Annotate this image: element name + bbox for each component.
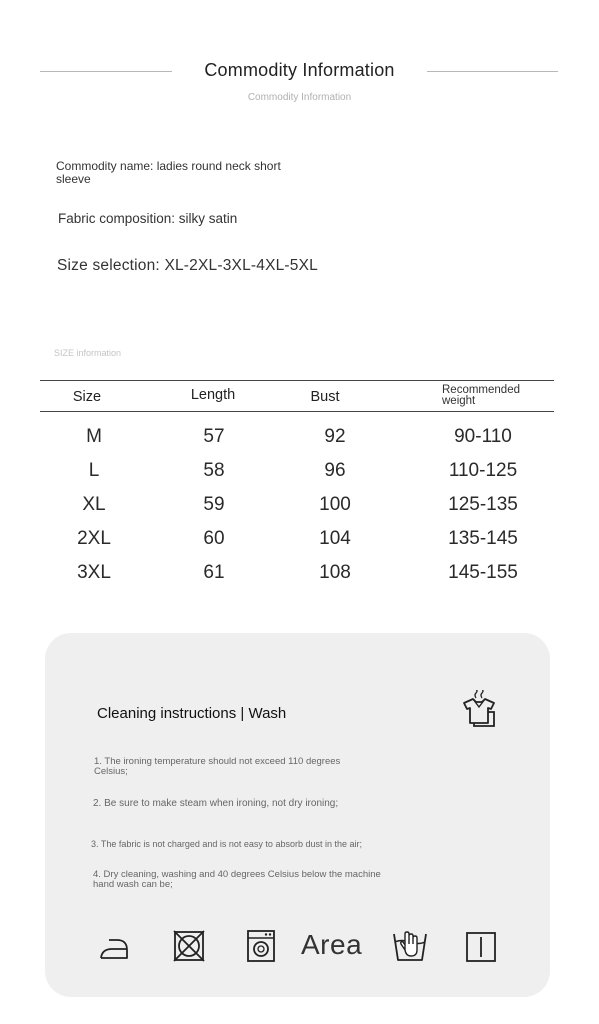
cell-length: 59 [203, 494, 225, 515]
cleaning-title: Cleaning instructions | Wash [97, 705, 287, 722]
header-size: Size [72, 389, 102, 405]
header-length: Length [190, 387, 236, 403]
cell-bust: 96 [324, 460, 346, 481]
cell-weight: 90-110 [454, 426, 512, 447]
header-recommended-weight [442, 385, 520, 407]
line-dry-icon [465, 931, 497, 968]
cell-bust: 100 [319, 494, 351, 515]
cell-weight: 135-145 [448, 528, 518, 549]
cell-bust: 108 [319, 562, 351, 583]
cell-bust: 92 [324, 426, 346, 447]
washing-machine-icon [245, 928, 277, 969]
area-label: Area [301, 929, 363, 960]
cell-length: 61 [203, 562, 225, 583]
cell-size: L [88, 460, 100, 481]
iron-icon [99, 932, 129, 967]
page-title: Commodity Information [204, 60, 395, 80]
page-subtitle: Commodity Information [247, 92, 352, 103]
cleaning-note-3: 3. The fabric is not charged and is not easy to absorb dust in the air; [91, 839, 362, 849]
cleaning-note-1: 1. The ironing temperature should not exceed 110 degrees Celsius; [94, 756, 341, 777]
header-recommended-line1: Recommended [442, 384, 520, 396]
size-section-label: SIZE information [54, 348, 122, 358]
cell-length: 60 [203, 528, 225, 549]
cell-bust: 104 [319, 528, 351, 549]
table-top-rule [40, 380, 554, 381]
cell-weight: 145-155 [448, 562, 518, 583]
hand-wash-icon [392, 928, 428, 969]
cleaning-note-2: 2. Be sure to make steam when ironing, not dry ironing; [93, 798, 339, 809]
fabric-composition: Fabric composition: silky satin [58, 211, 238, 226]
header-bust: Bust [310, 389, 340, 405]
cell-size: M [86, 426, 102, 447]
table-header-rule [40, 411, 554, 412]
cell-size: 2XL [77, 528, 111, 549]
shirt-steam-icon [460, 690, 500, 733]
cleaning-note-4: 4. Dry cleaning, washing and 40 degrees Celsius below the machine hand wash can be; [93, 869, 381, 890]
cell-weight: 110-125 [448, 460, 518, 481]
cell-weight: 125-135 [448, 494, 518, 515]
cell-size: XL [82, 494, 106, 515]
cell-length: 58 [203, 460, 225, 481]
cell-length: 57 [203, 426, 225, 447]
size-selection: Size selection: XL-2XL-3XL-4XL-5XL [57, 257, 318, 274]
commodity-name: Commodity name: ladies round neck short sleeve [56, 159, 281, 186]
header-recommended-line2: weight [442, 395, 476, 407]
do-not-tumble-dry-icon [172, 929, 206, 968]
cell-size: 3XL [77, 562, 111, 583]
